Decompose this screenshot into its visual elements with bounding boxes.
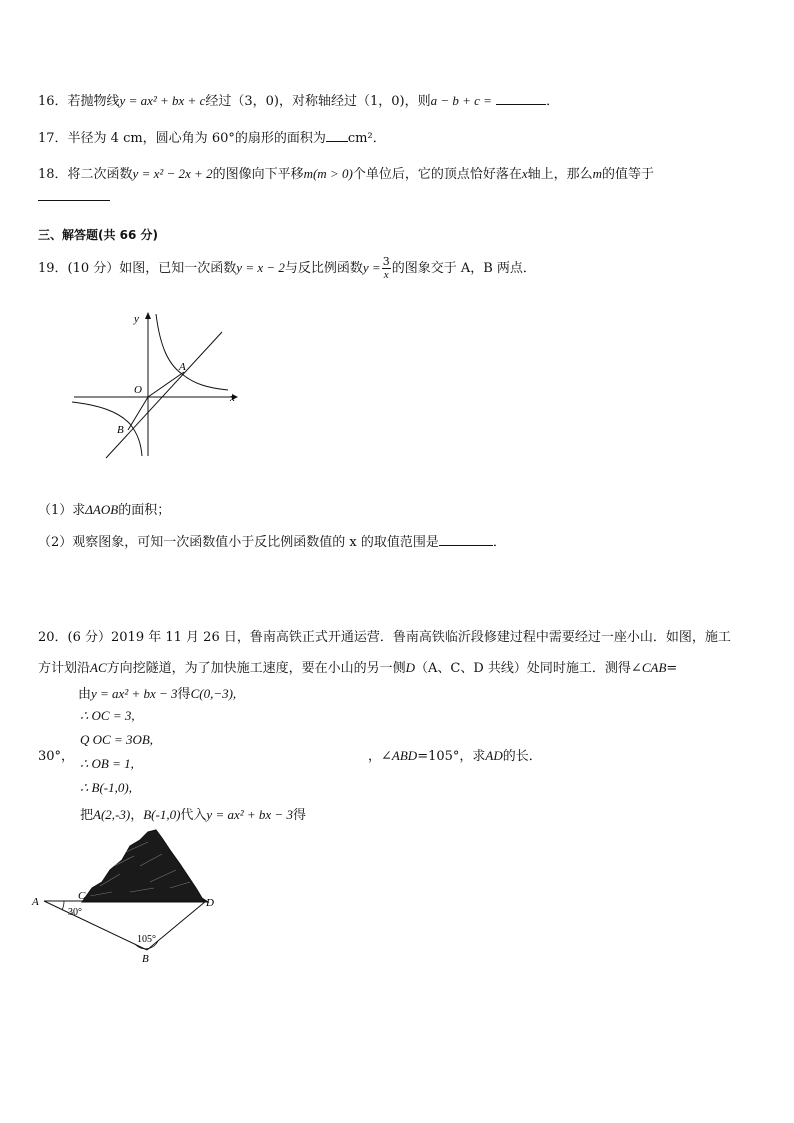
question-16	[38, 90, 559, 109]
q20-line3-mid: =105°，求	[417, 749, 486, 764]
q16-text-mid: 经过（3，0)，对称轴经过（1，0)，则	[205, 94, 431, 109]
question-19	[38, 256, 536, 281]
q20-line-1: 20．(6 分）2019 年 11 月 26 日，鲁南高铁正式开通运营．鲁南高铁临沂段修建过程中需要经过一座小山．如图，施工	[38, 630, 731, 645]
q18-text-end3: 的值等于	[602, 167, 655, 182]
q19-part1-end: 的面积；	[118, 503, 171, 518]
overlay-l6-formula: y = ax² + bx − 3	[206, 807, 293, 822]
q20-cab-var: CAB	[641, 660, 667, 675]
q20-line3-end: 的长．	[502, 749, 542, 764]
q20-angle-30: 30°，	[38, 749, 75, 764]
overlay-line-2: ∴ OC = 3,	[80, 708, 135, 723]
overlay-l1-text: 由	[78, 687, 92, 702]
q19-graph	[68, 306, 248, 466]
overlay-l1-end: 得	[177, 687, 191, 702]
angle-a-label: 30°	[68, 907, 82, 918]
q19-linear-formula: y = x − 2	[236, 260, 285, 275]
q18-m-expression: m(m > 0)	[303, 166, 353, 181]
overlay-line-3: Q OC = 3OB,	[80, 732, 154, 747]
segment-OB	[128, 397, 148, 430]
q18-m-var: m	[592, 166, 603, 181]
y-axis-label: y	[134, 313, 139, 325]
overlay-line-6	[80, 804, 306, 823]
q16-text: 16．若抛物线	[38, 94, 120, 109]
question-18	[38, 163, 654, 182]
angle-a-arc	[62, 901, 64, 910]
angle-b-label: 105°	[137, 934, 156, 945]
q18-text-end2: 轴上，那么	[527, 167, 593, 182]
q20-d-var: D	[405, 660, 416, 675]
q18-text: 18．将二次函数	[38, 167, 133, 182]
q16-formula: y = ax² + bx + c	[119, 93, 206, 108]
q19-text: 19．(10 分）如图，已知一次函数	[38, 261, 237, 276]
overlay-l6-sep: ，	[130, 808, 144, 823]
q17-unit: cm²．	[347, 131, 386, 146]
overlay-l1-formula: y = ax² + bx − 3	[91, 686, 178, 701]
q17-answer-blank[interactable]	[326, 129, 348, 142]
overlay-l1-point: C(0,−3),	[190, 686, 237, 701]
overlay-l6-point-a: A(2,-3)	[93, 807, 131, 822]
q19-part-2	[38, 531, 506, 550]
q18-answer-blank[interactable]	[38, 200, 110, 201]
q19-fraction-denominator: x	[383, 269, 389, 281]
overlay-line-1	[78, 683, 236, 702]
x-axis-label: x	[230, 392, 235, 404]
q20-line-3	[368, 745, 542, 764]
q20-abd-var: ABD	[391, 748, 418, 763]
point-c-label: C	[78, 890, 86, 902]
mountain-shape	[82, 830, 208, 902]
q19-fraction	[382, 256, 391, 281]
point-b-label: B	[142, 953, 149, 965]
section-3-heading: 三、解答题(共 66 分)	[38, 228, 159, 242]
overlay-l6-mid: 代入	[180, 808, 207, 823]
q19-fraction-numerator: 3	[382, 255, 390, 268]
q20-line2-mid: 方向挖隧道，为了加快施工速度，要在小山的另一侧	[106, 661, 406, 676]
q16-end: ．	[546, 94, 560, 109]
point-a-label: A	[179, 361, 186, 373]
q20-line2-end: =	[666, 661, 678, 676]
q19-part2-end: ．	[492, 535, 506, 550]
line-AB	[44, 901, 147, 950]
q19-triangle: ΔAOB	[85, 502, 119, 517]
hyperbola-branch-1	[156, 314, 228, 390]
overlay-l6-point-b: B(-1,0)	[143, 807, 181, 822]
hyperbola-branch-2	[72, 402, 142, 456]
q20-line2-mid2: （A、C、D 共线）处同时施工．测得∠	[415, 661, 642, 676]
question-17	[38, 127, 386, 146]
q18-text-mid: 的图像向下平移	[212, 167, 304, 182]
point-b-label: B	[117, 424, 124, 436]
q19-text-mid: 与反比例函数	[284, 261, 363, 276]
q18-formula: y = x² − 2x + 2	[132, 166, 213, 181]
overlay-l6-text: 把	[80, 808, 94, 823]
overlay-line-4: ∴ OB = 1,	[80, 756, 134, 771]
overlay-l6-end: 得	[292, 808, 306, 823]
q18-x-var: x	[521, 166, 528, 181]
q20-ac-var: AC	[90, 660, 107, 675]
q20-ad-var: AD	[485, 748, 503, 763]
point-a-label: A	[32, 896, 39, 908]
linear-function-line	[106, 332, 222, 458]
q19-part1-text: （1）求	[38, 503, 86, 518]
y-axis-arrow	[145, 312, 151, 319]
point-d-label: D	[206, 897, 214, 909]
q20-figure	[30, 826, 230, 966]
q16-expression: a − b + c =	[430, 93, 492, 108]
q17-text: 17．半径为 4 cm，圆心角为 60°的扇形的面积为	[38, 131, 326, 146]
overlay-line-5: ∴ B(-1,0),	[80, 780, 132, 795]
q18-text-end: 个单位后，它的顶点恰好落在	[352, 167, 522, 182]
q20-line2-text: 方计划沿	[38, 661, 91, 676]
q19-y-eq: y =	[362, 260, 381, 275]
q19-answer-blank[interactable]	[439, 533, 493, 546]
q19-part-1	[38, 499, 170, 518]
q19-text-end: 的图象交于 A，B 两点．	[391, 261, 536, 276]
q19-part2-text: （2）观察图象，可知一次函数值小于反比例函数值的 x 的取值范围是	[38, 535, 439, 550]
q16-answer-blank[interactable]	[496, 92, 546, 105]
q20-line3-text: ，∠	[368, 749, 392, 764]
q20-line-2	[38, 657, 677, 676]
origin-label: O	[134, 384, 142, 396]
